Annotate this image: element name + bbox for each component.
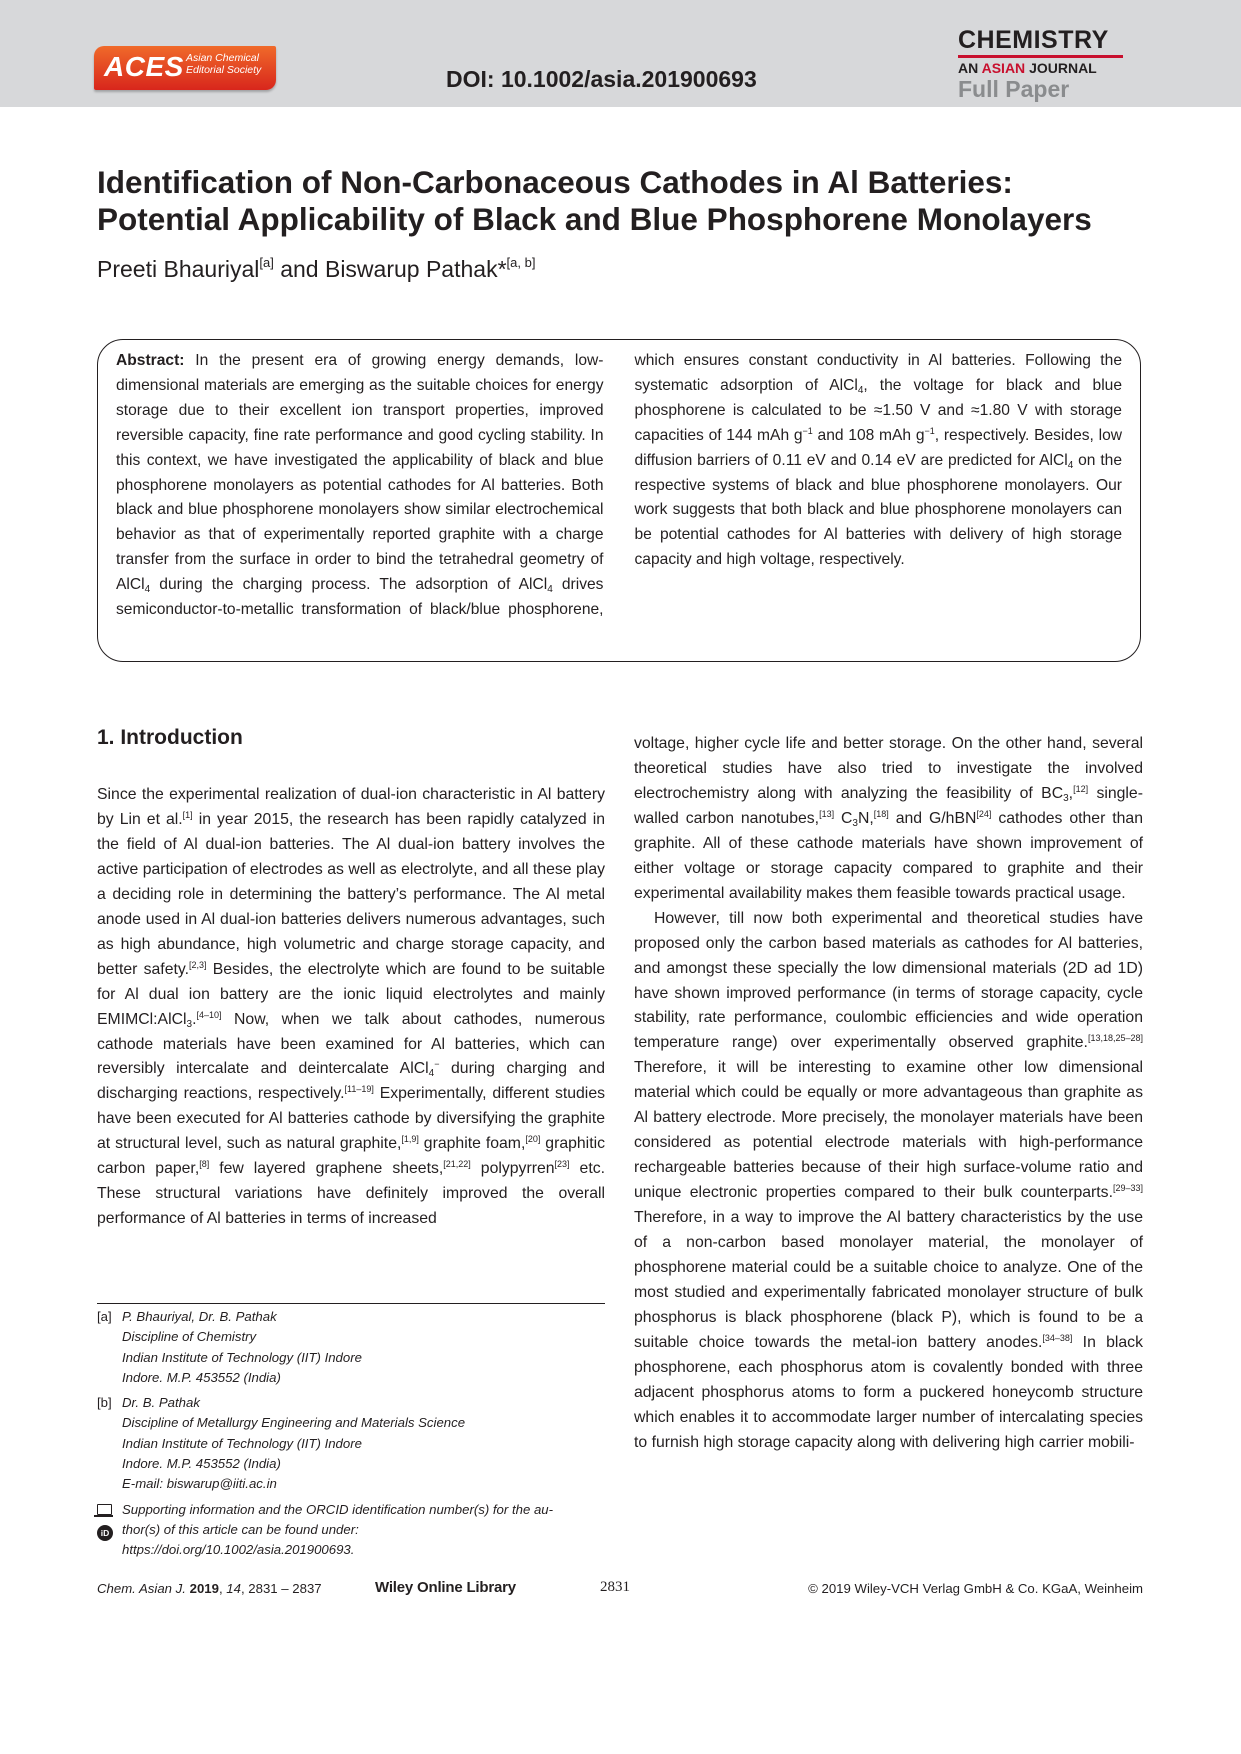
citation-ref[interactable]: [24]	[976, 808, 992, 819]
body-column-right	[634, 732, 1143, 1456]
journal-subtitle	[958, 60, 1128, 76]
citation-ref[interactable]: [34–38]	[1042, 1332, 1073, 1343]
citation-ref[interactable]: [4–10]	[196, 1009, 222, 1020]
page-number: 2831	[600, 1579, 630, 1595]
footer-citation: Chem. Asian J. 2019, 14, 2831 – 2837	[97, 1581, 322, 1596]
abstract-run: , respectively. Besides, low diffusion barriers of 0.11 eV and 0.14 eV are predicted for AlCl	[634, 426, 1123, 469]
intro-paragraph-2	[634, 907, 1143, 1456]
citation-ref[interactable]: [13]	[819, 808, 835, 819]
wiley-online-library-link[interactable]: Wiley Online Library	[375, 1579, 516, 1596]
journal-sub-an: AN	[958, 60, 979, 76]
subscript: 4	[428, 1068, 435, 1080]
abstract-run: In the present era of growing energy demands, low-dimensional materials are emerging as the suitable choices for energy storage due to their excellent ion transport properties, improved reversible capacity, fine rate performance and good cycling stability. In this context, we have investigated the applicability of black and blue phosphorene monolayers as potential cathodes for Al batteries. Both black and blue phosphorene monolayers show similar electrochemical behavior as that of experimentally reported graphite with a charge transfer from the surface in order to bind the tetrahedral geometry of AlCl	[116, 352, 604, 594]
author-1-affiliation: [a]	[259, 255, 274, 270]
author-separator: and	[273, 256, 325, 282]
text-run: Now, when we talk about cathodes, numerous cathode materials have been examined for Al batteries, which can reversibly intercalate and deintercalate AlCl	[97, 1010, 605, 1078]
supporting-info-note	[97, 1500, 605, 1561]
supporting-info-line: thor(s) of this article can be found under:	[122, 1521, 359, 1537]
subscript: 4	[1067, 459, 1074, 471]
affiliation-b-line: Discipline of Metallurgy Engineering and Materials Science	[122, 1415, 466, 1431]
affiliation-footnotes	[97, 1307, 605, 1561]
aces-logo-line1: Asian Chemical	[186, 52, 259, 64]
aces-logo-subtitle	[186, 52, 276, 76]
aces-logo-line2: Editorial Society	[186, 64, 262, 76]
author-1[interactable]: Preeti Bhauriyal	[97, 256, 260, 282]
intro-paragraph-1-continued	[634, 732, 1143, 907]
abstract-run: on the respective systems of black and blue phosphorene monolayers. Our work suggests that both black and blue phosphorene monolayers can be potential cathodes for Al batteries with delivery of high storage capacity and high voltage, respectively.	[634, 451, 1123, 569]
title-line-1: Identification of Non-Carbonaceous Cathodes in Al Batteries:	[97, 164, 1013, 200]
doi-link[interactable]: DOI: 10.1002/asia.201900693	[446, 66, 757, 92]
footer-volume: 14	[226, 1581, 241, 1596]
citation-ref[interactable]: [12]	[1073, 783, 1089, 794]
subscript: 4	[144, 584, 151, 596]
subscript: 4	[547, 584, 553, 596]
text-run: polypyrren	[470, 1160, 555, 1178]
monitor-icon	[97, 1504, 112, 1515]
citation-ref[interactable]: [2,3]	[188, 959, 207, 970]
article-type: Full Paper	[958, 76, 1070, 102]
footer-year: 2019	[189, 1581, 219, 1596]
citation-ref[interactable]: [23]	[554, 1159, 570, 1170]
title-line-2: Potential Applicability of Black and Blue Phosphorene Monolayers	[97, 201, 1092, 237]
citation-ref[interactable]: [11–19]	[344, 1084, 374, 1095]
abstract-text	[116, 349, 1122, 639]
body-column-left	[97, 783, 605, 1232]
superscript: −1	[802, 425, 813, 436]
affiliation-a-label: [a]	[97, 1309, 112, 1324]
citation-ref[interactable]: [1,9]	[401, 1134, 419, 1145]
journal-sub-asian: ASIAN	[981, 60, 1026, 76]
journal-branding	[958, 26, 1128, 102]
text-run: .	[192, 1010, 197, 1028]
citation-ref[interactable]: [21,22]	[443, 1159, 471, 1170]
affiliation-a-line: P. Bhauriyal, Dr. B. Pathak	[122, 1309, 277, 1324]
abstract-run: and 108 mAh g	[812, 426, 925, 444]
text-run: in year 2015, the research has been rapidly catalyzed in the field of Al dual-ion batteries. The Al dual-ion battery involves the active participation of electrodes as well as electrolyte, and all these play a deciding role in determining the battery’s performance. The Al metal anode used in Al dual-ion batteries delivers numerous advantages, such as high abundance, high volumetric and charge storage capacity, and better safety.	[97, 810, 605, 978]
text-run: single-walled carbon nanotubes,	[634, 784, 1143, 827]
copyright-notice: © 2019 Wiley-VCH Verlag GmbH & Co. KGaA, Weinheim	[808, 1581, 1143, 1596]
text-run: graphite foam,	[418, 1135, 526, 1153]
affiliation-b-line: Indore. M.P. 453552 (India)	[122, 1456, 281, 1472]
text-run: Experimentally, different studies have been executed for Al batteries cathode by diversifying the graphite at structural level, such as natural graphite,	[97, 1085, 605, 1153]
text-run: graphitic carbon paper,	[97, 1135, 605, 1178]
text-run: Therefore, it will be interesting to examine other low dimensional material which could be equally or more advantageous than graphite as Al battery electrode. More precisely, the monolayer materials have been considered as potential electrode materials with high-performance rechargeable batteries because of their high surface-volume ratio and unique electronic properties compared to their bulk counterparts.	[634, 1059, 1143, 1202]
orcid-icon: iD	[97, 1525, 113, 1541]
citation-ref[interactable]: [18]	[873, 808, 889, 819]
text-run: few layered graphene sheets,	[209, 1160, 444, 1178]
journal-rule	[958, 55, 1123, 58]
subscript: 3	[1063, 792, 1069, 804]
author-2[interactable]: Biswarup Pathak*	[324, 256, 507, 282]
author-2-affiliation: [a, b]	[506, 255, 536, 270]
subscript: 3	[852, 817, 858, 829]
abstract-lead: Abstract:	[116, 352, 185, 369]
footer-journal: Chem. Asian J.	[97, 1581, 186, 1596]
superscript: −1	[924, 425, 935, 436]
citation-ref[interactable]: [8]	[199, 1159, 210, 1170]
text-run: during charging and discharging reactions, respectively.	[97, 1060, 605, 1103]
aces-logo-word: ACES	[104, 51, 184, 82]
citation-ref[interactable]: [29–33]	[1112, 1183, 1143, 1194]
text-run: cathodes other than graphite. All of these cathode materials have shown improvement of either voltage or storage capacity compared to graphite and their experimental availability makes them feasible towards practical usage.	[634, 809, 1143, 902]
affiliation-b-line: Dr. B. Pathak	[122, 1395, 200, 1411]
abstract-run: drives semiconductor-to-metallic transformation of black/blue phosphorene, which ensures constant conductivity in Al batteries. Following the systematic adsorption of AlCl	[116, 352, 1122, 619]
abstract-box	[97, 339, 1141, 662]
abstract-run: during the charging process. The adsorption of AlCl	[150, 576, 548, 594]
affiliation-a	[97, 1307, 605, 1388]
text-run: ,	[1068, 784, 1074, 802]
text-run: In black phosphorene, each phosphorus atom is covalently bonded with three adjacent phosphorus atoms to form a puckered honeycomb structure which enables it to accommodate larger number of intercalating species to furnish high storage capacity along with delivering high carrier mobili-	[634, 1333, 1143, 1451]
text-run: etc. These structural variations have definitely improved the overall performance of Al batteries in terms of increased	[97, 1160, 606, 1228]
section-heading-introduction: 1. Introduction	[97, 726, 243, 749]
subscript: 4	[857, 384, 864, 396]
author-list	[97, 256, 535, 283]
text-run: Besides, the electrolyte which are found to be suitable for Al dual ion battery are the ionic liquid electrolytes and mainly EMIMCl:AlCl	[97, 960, 605, 1028]
aces-logo[interactable]	[94, 46, 276, 90]
text-run: N,	[857, 809, 874, 827]
text-run: voltage, higher cycle life and better storage. On the other hand, several theoretical studies have also tried to investigate the involved electrochemistry along with analyzing the feasibility of BC	[634, 735, 1143, 802]
text-run: C	[834, 809, 853, 827]
abstract-run: , the voltage for black and blue phosphorene is calculated to be ≈1.50 V and ≈1.80 V with storage capacities of 144 mAh g	[634, 376, 1122, 444]
article-title	[97, 164, 1157, 238]
intro-paragraph-1	[97, 783, 605, 1232]
supporting-info-line: Supporting information and the ORCID identification number(s) for the au-	[122, 1501, 554, 1517]
header-band	[0, 0, 1241, 107]
affiliation-b-label: [b]	[97, 1395, 112, 1411]
journal-name: CHEMISTRY	[958, 26, 1109, 54]
supporting-info-link[interactable]: https://doi.org/10.1002/asia.201900693.	[122, 1542, 355, 1558]
citation-ref[interactable]: [20]	[525, 1134, 541, 1145]
text-run: Therefore, in a way to improve the Al battery characteristics by the use of a non-carbon based monolayer material, the monolayer of phosphorene material could be a suitable choice to analyze. One of the most studied and experimentally fabricated monolayer structure of bulk phosphorus is black phosphorene (black P), which is found to be a suitable choice towards the metal-ion battery anodes.	[634, 1209, 1143, 1351]
footnote-rule	[97, 1303, 605, 1304]
superscript: −	[434, 1059, 440, 1070]
affiliation-a-line: Indian Institute of Technology (IIT) Indore	[122, 1349, 362, 1365]
affiliation-a-line: Indore. M.P. 453552 (India)	[122, 1369, 281, 1385]
affiliation-a-line: Discipline of Chemistry	[122, 1329, 257, 1345]
subscript: 3	[186, 1018, 193, 1030]
text-run: and G/hBN	[888, 809, 977, 827]
affiliation-b-line: Indian Institute of Technology (IIT) Indore	[122, 1435, 362, 1451]
footer-pages: , 2831 – 2837	[240, 1581, 322, 1596]
citation-ref[interactable]: [13,18,25–28]	[1087, 1033, 1143, 1044]
text-run: Since the experimental realization of dual-ion characteristic in Al battery by Lin et al.	[97, 786, 605, 828]
page-footer	[0, 1579, 1241, 1603]
affiliation-email[interactable]: E-mail: biswarup@iiti.ac.in	[122, 1476, 277, 1492]
text-run: However, till now both experimental and theoretical studies have proposed only the carbon based materials as cathodes for Al batteries, and amongst these specially the low dimensional materials (2D ad 1D) have shown improved performance (in terms of storage capacity, cycle stability, rate performance, coulombic efficiencies and wide operation temperature range) over experimentally observed graphite.	[634, 909, 1143, 1052]
affiliation-b	[97, 1393, 605, 1494]
citation-ref[interactable]: [1]	[182, 809, 193, 820]
journal-sub-journal: JOURNAL	[1029, 60, 1097, 76]
